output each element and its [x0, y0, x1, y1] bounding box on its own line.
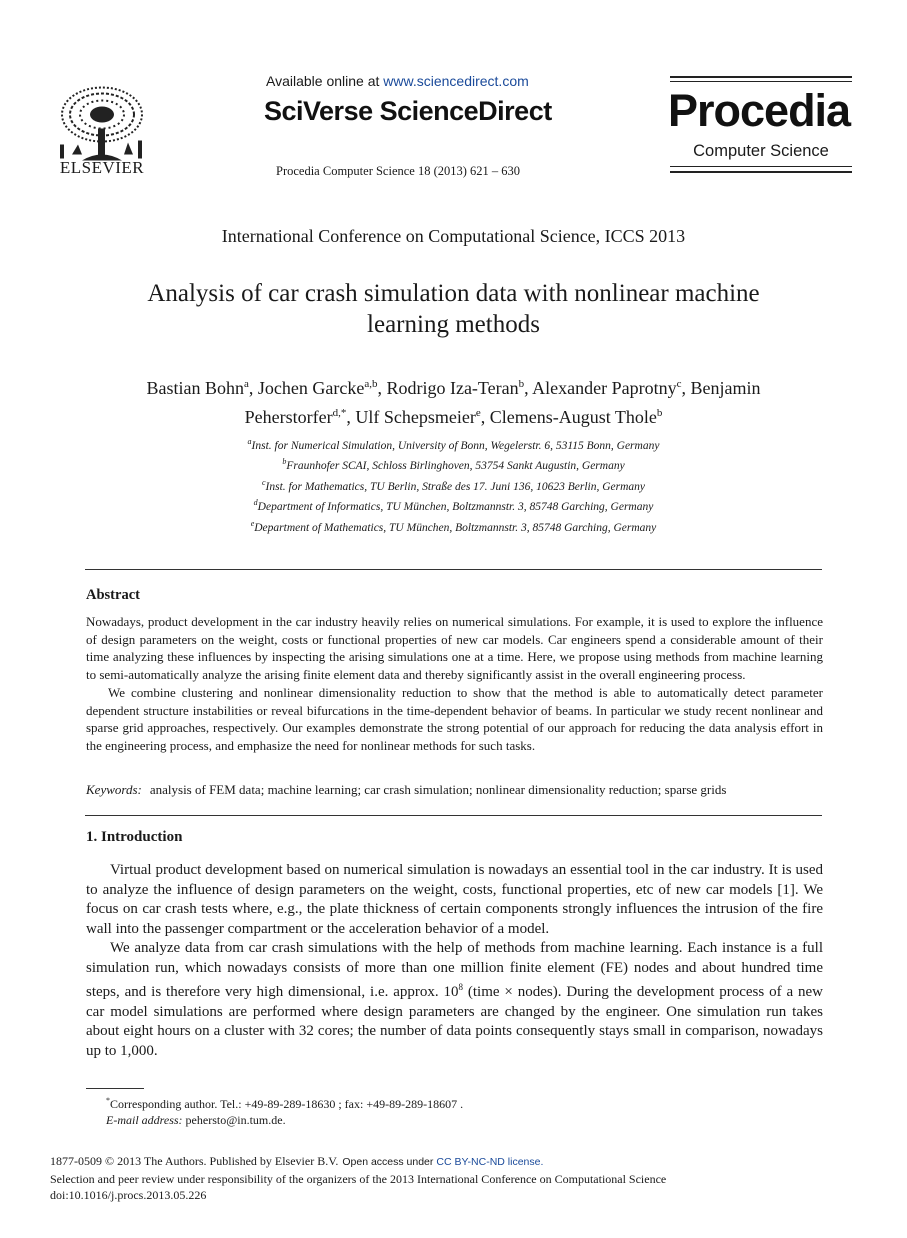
- abstract-top-rule: [85, 569, 822, 570]
- intro-paragraph: Virtual product development based on numerical simulation is nowadays an essential tool in the car industry. It is used to analyze the influence of design parameters on the weight, costs, functional properties, etc of new car models [1]. We focus on car crash tests where, e.g., the plate thickness of certain components strongly influences the intrusion of the fire wall into the passenger compartment or the acceleration behavior of a model.: [86, 862, 823, 937]
- affil-text: Department of Mathematics, TU München, Boltzmannstr. 3, 85748 Garching, Germany: [254, 521, 657, 534]
- author-name: Rodrigo Iza-Teran: [386, 378, 519, 398]
- journal-reference: Procedia Computer Science 18 (2013) 621 – 630: [276, 164, 521, 178]
- author-separator: , Benjamin: [681, 378, 761, 398]
- affil-text: Inst. for Mathematics, TU Berlin, Straße des 17. Juni 136, 10623 Berlin, Germany: [265, 480, 646, 493]
- author-name: Alexander Paprotny: [532, 378, 677, 398]
- doi[interactable]: doi:10.1016/j.procs.2013.05.226: [50, 1188, 207, 1202]
- author-name: Peherstorfer: [244, 407, 333, 427]
- author-separator: ,: [524, 378, 533, 398]
- procedia-bottom-rule: [670, 171, 852, 173]
- affil-mark: a: [247, 437, 252, 446]
- sciencedirect-link[interactable]: www.sciencedirect.com: [383, 73, 529, 89]
- abstract-paragraph: Nowadays, product development in the car industry heavily relies on numerical simulations. For example, it is used to explore the influence of design parameters on the weight, costs or functional properties of new car models. Car engineers spend a considerable amount of their time analyzing these influences by inspecting the arising simulations one at a time. Here, we propose using methods from machine learning to semi-automatically analyze the arising finite element data and thereby significantly assist in the overall engineering process.: [86, 614, 823, 683]
- procedia-bottom-rule-thin: [670, 166, 852, 167]
- author-name: Clemens-August Thole: [489, 407, 657, 427]
- email-address[interactable]: pehersto@in.tum.de.: [185, 1113, 286, 1127]
- affiliation: [60, 495, 847, 515]
- author-name: Ulf Schepsmeier: [355, 407, 476, 427]
- procedia-logo: Procedia: [668, 85, 851, 136]
- footnote-mark: *: [106, 1096, 110, 1105]
- corresponding-text: Corresponding author. Tel.: +49-89-289-18630 ; fax: +49-89-289-18607 .: [110, 1097, 464, 1111]
- author-separator: ,: [480, 407, 490, 427]
- author-affil-mark: d,*: [332, 407, 347, 419]
- footnote: [106, 1093, 463, 1128]
- copyright-text: 1877-0509 © 2013 The Authors. Published by Elsevier B.V.: [50, 1154, 339, 1168]
- affiliation: [60, 454, 847, 474]
- author-affil-mark: b: [518, 378, 525, 390]
- abstract-heading: Abstract: [86, 587, 140, 603]
- affil-text: Fraunhofer SCAI, Schloss Birlinghoven, 53754 Sankt Augustin, Germany: [286, 460, 625, 473]
- procedia-subtitle: Computer Science: [693, 142, 829, 160]
- author-affil-mark: b: [656, 407, 663, 419]
- author-separator: ,: [346, 407, 356, 427]
- exponent: 8: [458, 982, 463, 992]
- author-line-2: [60, 401, 847, 430]
- introduction-body: [86, 861, 823, 1061]
- corresponding-author: [106, 1093, 463, 1112]
- peer-review-line: Selection and peer review under responsibility of the organizers of the 2013 International Conference on Computational Science: [50, 1171, 667, 1186]
- author-separator: ,: [377, 378, 387, 398]
- affil-mark: d: [253, 498, 258, 508]
- elsevier-wordmark: ELSEVIER: [59, 158, 145, 177]
- paper-title: [60, 278, 847, 340]
- email-label: E-mail address:: [106, 1113, 183, 1127]
- affil-text: Inst. for Numerical Simulation, University of Bonn, Wegelerstr. 6, 53115 Bonn, Germany: [251, 439, 660, 452]
- affiliation: [60, 475, 847, 495]
- intro-paragraph: [86, 939, 823, 1061]
- available-online: [266, 73, 529, 89]
- affil-mark: c: [261, 477, 266, 487]
- keywords-label: Keywords:: [86, 782, 142, 797]
- keywords: [86, 782, 823, 798]
- sciverse-logo: SciVerse ScienceDirect: [264, 96, 552, 126]
- affiliation: [60, 434, 847, 454]
- procedia-top-rule-thin: [670, 81, 852, 82]
- author-affil-mark: c: [676, 378, 682, 390]
- keywords-list: analysis of FEM data; machine learning; car crash simulation; nonlinear dimensionality reduction; sparse grids: [149, 782, 727, 797]
- author-affil-mark: a,b: [364, 378, 378, 390]
- author-list: [60, 372, 847, 430]
- affil-mark: b: [282, 457, 287, 467]
- footnote-rule: [86, 1088, 144, 1089]
- author-line-1: [60, 372, 847, 401]
- available-prefix: Available online at: [266, 73, 384, 89]
- affiliation: [60, 516, 847, 536]
- conference-name: International Conference on Computational Science, ICCS 2013: [221, 226, 686, 246]
- section-heading-introduction: 1. Introduction: [86, 829, 183, 845]
- procedia-top-rule: [670, 76, 852, 78]
- copyright-block: [50, 1153, 850, 1204]
- author-affil-mark: e: [475, 407, 481, 419]
- author-separator: ,: [248, 378, 258, 398]
- author-name: Bastian Bohn: [146, 378, 244, 398]
- abstract-bottom-rule: [85, 815, 822, 816]
- author-name: Jochen Garcke: [257, 378, 365, 398]
- abstract-body: [86, 613, 823, 755]
- title-line-1: Analysis of car crash simulation data with nonlinear machine: [147, 280, 760, 307]
- email-line: [106, 1112, 463, 1128]
- abstract-paragraph: We combine clustering and nonlinear dimensionality reduction to show that the method is able to automatically detect parameter dependent structure instabilities or reveal bifurcations in the time-dependent behavior of beams. In particular we study recent nonlinear and sparse grid approaches, respectively. Our examples demonstrate the strong potential of our approach for reducing the data analysis effort in the engineering process, and emphasize the need for nonlinear methods for such tasks.: [86, 684, 823, 753]
- copyright-line: [50, 1153, 850, 1171]
- intro-text: We analyze data from car crash simulations with the help of methods from machine learning. Each instance is a full simulation run, which nowadays consists of more than one million finite element (FE) nodes and about hundred time steps, and is therefore very high dimensional, i.e. approx. 10: [86, 940, 823, 1000]
- open-access-label: Open access under: [342, 1156, 434, 1168]
- affiliations: [60, 434, 847, 536]
- intro-text: (time × nodes). During the development process of a new car model simulations are performed where design parameters are changed by the engineer. One simulation run takes about eight hours on a cluster with 32 cores; the number of data points consequently stays small in comparison, nowadays up to 1,000.: [86, 984, 823, 1059]
- author-affil-mark: a: [243, 378, 249, 390]
- title-line-2: learning methods: [367, 311, 540, 338]
- license-link[interactable]: CC BY-NC-ND license.: [436, 1156, 544, 1168]
- affil-text: Department of Informatics, TU München, Boltzmannstr. 3, 85748 Garching, Germany: [257, 501, 654, 514]
- affil-mark: e: [250, 518, 255, 528]
